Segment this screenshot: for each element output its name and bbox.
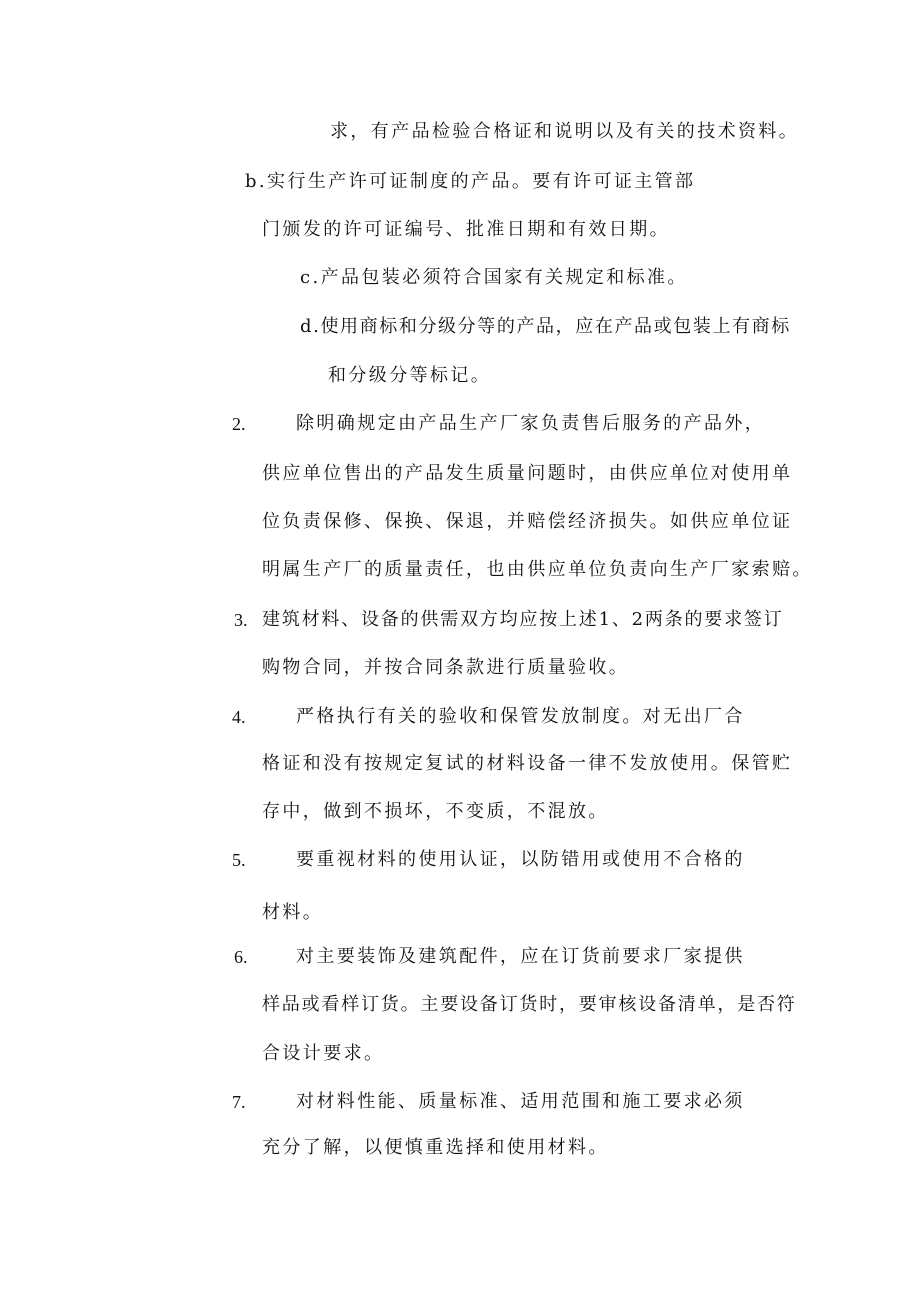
text-line: 样品或看样订货。主要设备订货时，要审核设备清单，是否符 — [262, 994, 797, 1015]
sub-item-b-line: b.实行生产许可证制度的产品。要有许可证主管部 — [245, 171, 696, 192]
item-5-line: 要重视材料的使用认证，以防错用或使用不合格的 — [296, 849, 745, 870]
sub-item-d-line: d.使用商标和分级分等的产品，应在产品或包装上有商标 — [300, 316, 791, 337]
text-line: 材料。 — [262, 902, 324, 923]
item-number: 6. — [234, 947, 248, 967]
text-line: 门颁发的许可证编号、批准日期和有效日期。 — [262, 219, 670, 240]
item-4-line: 严格执行有关的验收和保管发放制度。对无出厂合 — [296, 706, 745, 727]
text-line: 合设计要求。 — [262, 1043, 385, 1064]
text-line: 充分了解，以便慎重选择和使用材料。 — [262, 1137, 609, 1158]
text-line: 供应单位售出的产品发生质量问题时，由供应单位对使用单 — [262, 463, 793, 484]
text-line: 存中，做到不损坏，不变质，不混放。 — [262, 801, 609, 822]
text-line: 购物合同，并按合同条款进行质量验收。 — [262, 657, 630, 678]
item-number: 7. — [232, 1092, 246, 1112]
text-line: 格证和没有按规定复试的材料设备一律不发放使用。保管贮 — [262, 753, 793, 774]
item-7-line: 对材料性能、质量标准、适用范围和施工要求必须 — [296, 1091, 745, 1112]
item-number: 4. — [232, 707, 246, 727]
text-line: 和分级分等标记。 — [328, 365, 492, 386]
text-line: 明属生产厂的质量责任，也由供应单位负责向生产厂家索赔。 — [262, 559, 813, 580]
item-number: 5. — [232, 850, 246, 870]
text-line: 求，有产品检验合格证和说明以及有关的技术资料。 — [330, 121, 800, 142]
item-6-line: 对主要装饰及建筑配件，应在订货前要求厂家提供 — [296, 946, 745, 967]
item-number: 3. — [234, 610, 248, 630]
item-number: 2. — [232, 414, 246, 434]
item-2-line: 除明确规定由产品生产厂家负责售后服务的产品外， — [296, 413, 766, 434]
sub-item-c-line: c.产品包装必须符合国家有关规定和标准。 — [300, 267, 688, 288]
text-line: 位负责保修、保换、保退，并赔偿经济损失。如供应单位证 — [262, 511, 793, 532]
item-3-line: 建筑材料、设备的供需双方均应按上述1、2两条的要求签订 — [262, 609, 784, 630]
